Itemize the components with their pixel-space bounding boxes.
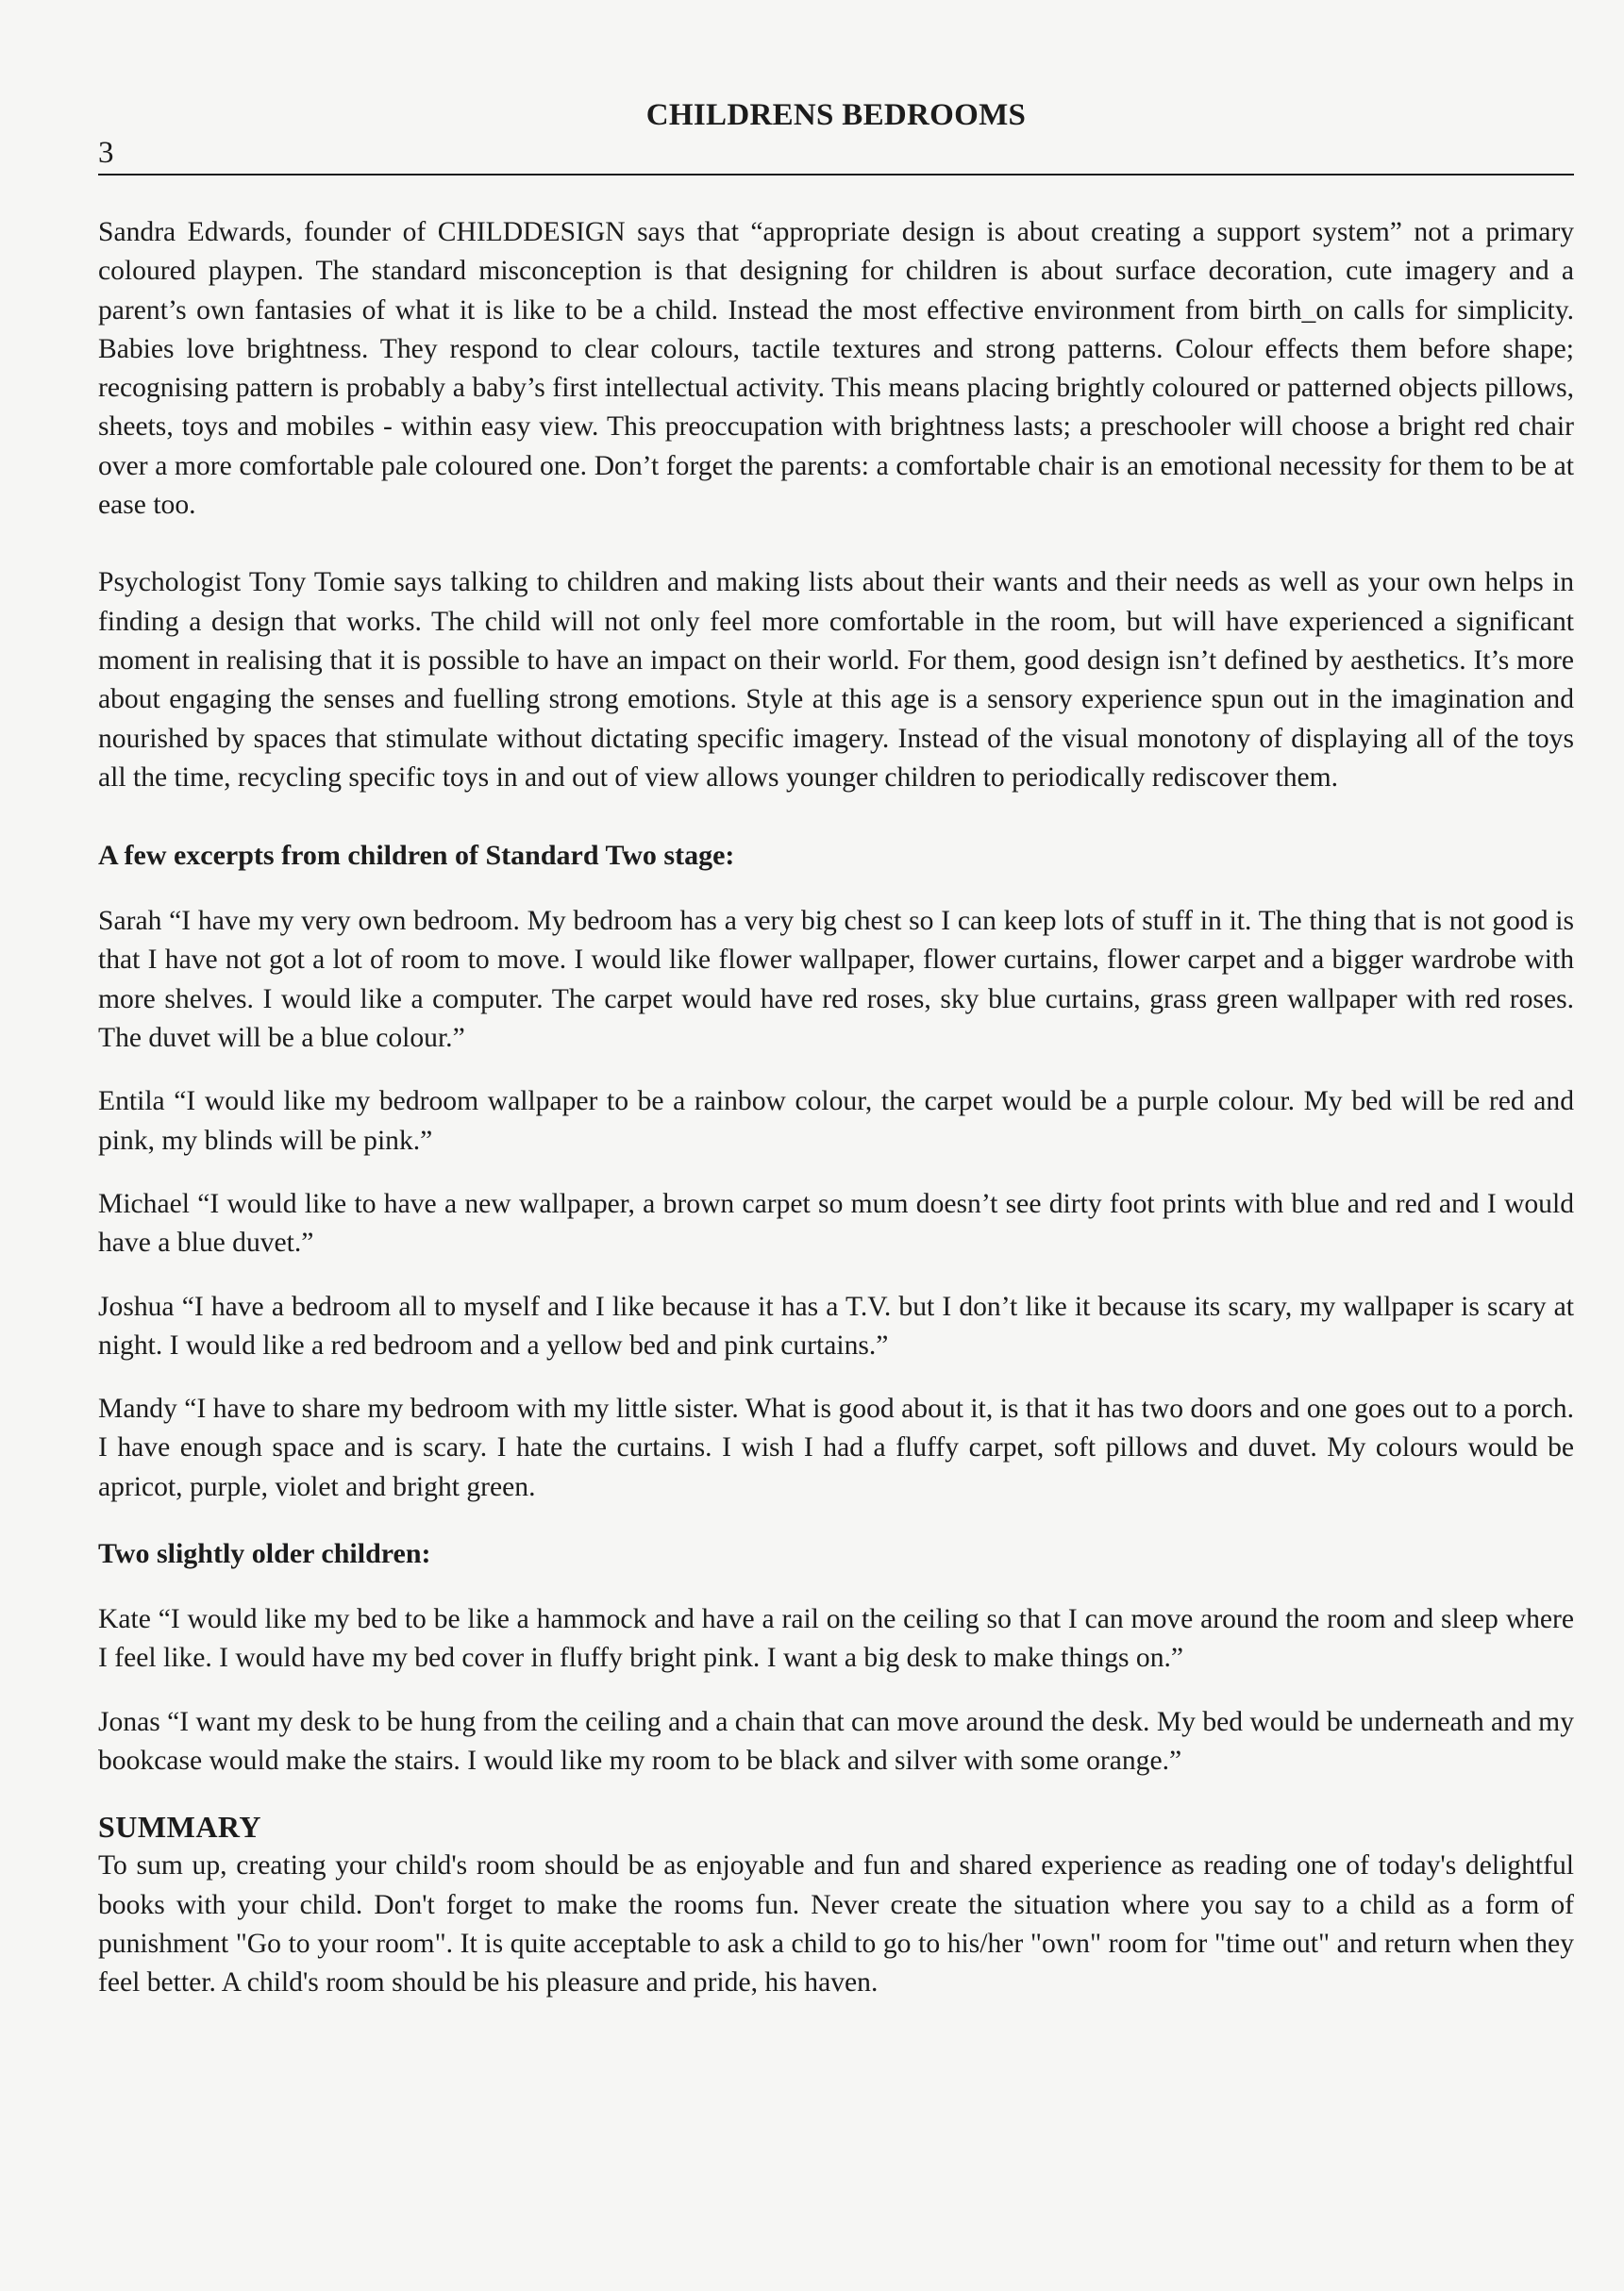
excerpt-sarah: Sarah “I have my very own bedroom. My bedroom has a very big chest so I can keep lots of stuff in it. The thing that is not good is that I have not got a lot of room to move. I would like flower wallpaper, flower curtains, flower carpet and a bigger wardrobe with more shelves. I would like a computer. The carpet would have red roses, sky blue curtains, grass green wallpaper with red roses. The duvet will be a blue colour.” [98, 906, 1574, 1054]
intro-paragraph-1: Sandra Edwards, founder of CHILDDESIGN says that “appropriate design is about creating a support system” not a primary coloured playpen. The standard misconception is that designing for children is about surface decoration, cute imagery and a parent’s own fantasies of what it is like to be a child. Instead the most effective environment from birth_on calls for simplicity. Babies love brightness. They respond to clear colours, tactile textures and strong patterns. Colour effects them before shape; recognising pattern is probably a baby’s first intellectual activity. This means placing brightly coloured or patterned objects pillows, sheets, toys and mobiles - within easy view. This preoccupation with brightness lasts; a preschooler will choose a bright red chair over a more comfortable pale coloured one. Don’t forget the parents: a comfortable chair is an emotional necessity for them to be at ease too. [98, 217, 1574, 521]
header-rule [98, 174, 1574, 176]
document-page [98, 0, 1574, 2291]
summary-heading: SUMMARY [98, 1810, 262, 1845]
page-title: CHILDRENS BEDROOMS [645, 98, 1027, 132]
standard-two-heading: A few excerpts from children of Standard Two stage: [98, 840, 735, 872]
excerpt-joshua: Joshua “I have a bedroom all to myself and I like because it has a T.V. but I don’t like it because its scary, my wallpaper is scary at night. I would like a red bedroom and a yellow bed and pink curtains.” [98, 1291, 1574, 1361]
summary-text: To sum up, creating your child's room should be as enjoyable and fun and shared experience as reading one of today's delightful books with your child. Don't forget to make the rooms fun. Never create the situation where you say to a child as a form of punishment "Go to your room". It is quite acceptable to ask a child to go to his/her "own" room for "time out" and return when they feel better. A child's room should be his pleasure and pride, his haven. [98, 1850, 1574, 1998]
excerpt-michael: Michael “I would like to have a new wallpaper, a brown carpet so mum doesn’t see dirty foot prints with blue and red and I would have a blue duvet.” [98, 1188, 1574, 1259]
article-body [98, 213, 1574, 2002]
excerpt-entila: Entila “I would like my bedroom wallpaper to be a rainbow colour, the carpet would be a purple colour. My bed will be red and pink, my blinds will be pink.” [98, 1086, 1574, 1156]
excerpt-kate: Kate “I would like my bed to be like a hammock and have a rail on the ceiling so that I can move around the room and sleep where I feel like. I would have my bed cover in fluffy bright pink. I want a big desk to make things on.” [98, 1604, 1574, 1674]
page-number: 3 [98, 136, 114, 170]
older-children-heading: Two slightly older children: [98, 1538, 431, 1570]
excerpt-jonas: Jonas “I want my desk to be hung from the ceiling and a chain that can move around the desk. My bed would be underneath and my bookcase would make the stairs. I would like my room to be black and silver with some orange.” [98, 1706, 1574, 1776]
excerpt-mandy: Mandy “I have to share my bedroom with my little sister. What is good about it, is that it has two doors and one goes out to a porch. I have enough space and is scary. I hate the curtains. I wish I had a fluffy carpet, soft pillows and duvet. My colours would be apricot, purple, violet and bright green. [98, 1394, 1574, 1502]
intro-paragraph-2: Psychologist Tony Tomie says talking to children and making lists about their wants and their needs as well as your own helps in finding a design that works. The child will not only feel more comfortable in the room, but will have experienced a significant moment in realising that it is possible to have an impact on their world. For them, good design isn’t defined by aesthetics. It’s more about engaging the senses and fuelling strong emotions. Style at this age is a sensory experience spun out in the imagination and nourished by spaces that stimulate without dictating specific imagery. Instead of the visual monotony of displaying all of the toys all the time, recycling specific toys in and out of view allows younger children to periodically rediscover them. [98, 567, 1574, 793]
